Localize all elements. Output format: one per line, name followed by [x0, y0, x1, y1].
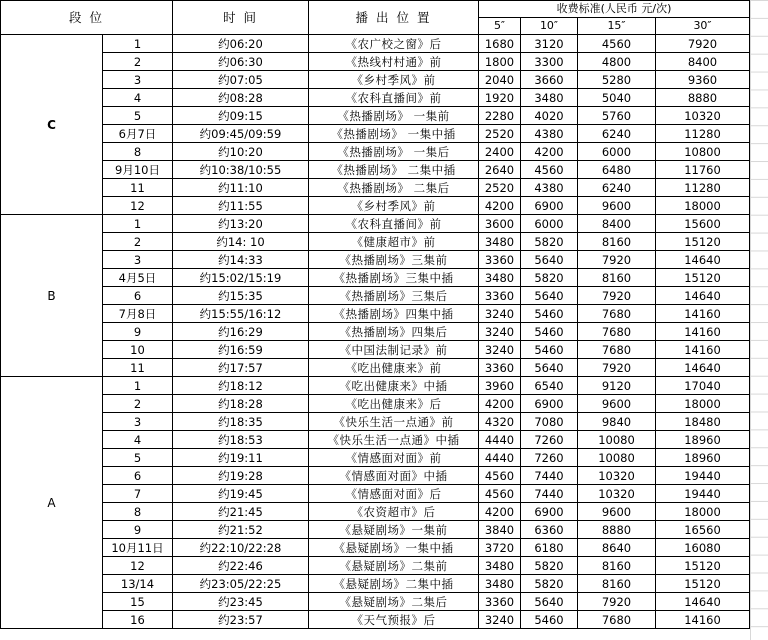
time-cell[interactable]: 约18:35	[173, 413, 309, 431]
fee-cell[interactable]: 19440	[656, 485, 750, 503]
time-cell[interactable]: 约10:38/10:55	[173, 161, 309, 179]
number-cell[interactable]: 5	[103, 107, 173, 125]
time-cell[interactable]: 约09:45/09:59	[173, 125, 309, 143]
fee-cell[interactable]: 1920	[479, 89, 521, 107]
table-row	[1, 305, 750, 323]
fee-cell[interactable]: 8400	[656, 53, 750, 71]
number-cell[interactable]: 5	[103, 449, 173, 467]
time-cell[interactable]: 约09:15	[173, 107, 309, 125]
segment-cell[interactable]: B	[1, 215, 103, 377]
table-row	[1, 197, 750, 215]
fee-cell[interactable]: 4200	[521, 143, 578, 161]
fee-cell[interactable]: 5640	[521, 593, 578, 611]
fee-cell[interactable]: 19440	[656, 467, 750, 485]
position-cell[interactable]: 《热播剧场》 一集中插	[309, 125, 479, 143]
fee-cell[interactable]: 14160	[656, 611, 750, 629]
fee-cell[interactable]: 1680	[479, 35, 521, 53]
fee-cell[interactable]: 7080	[521, 413, 578, 431]
fee-cell[interactable]: 8880	[656, 89, 750, 107]
fee-cell[interactable]: 3240	[479, 305, 521, 323]
fee-cell[interactable]: 4020	[521, 107, 578, 125]
position-cell[interactable]: 《热播剧场》 一集前	[309, 107, 479, 125]
number-cell[interactable]: 2	[103, 395, 173, 413]
fee-cell[interactable]: 3360	[479, 593, 521, 611]
table-row	[1, 503, 750, 521]
fee-cell[interactable]: 18960	[656, 431, 750, 449]
time-cell[interactable]: 约19:11	[173, 449, 309, 467]
fee-cell[interactable]: 3360	[479, 287, 521, 305]
header-duration-30[interactable]: 30″	[656, 18, 750, 35]
header-duration-15[interactable]: 15″	[578, 18, 656, 35]
fee-cell[interactable]: 4200	[479, 197, 521, 215]
fee-cell[interactable]: 10080	[578, 431, 656, 449]
fee-cell[interactable]: 6900	[521, 395, 578, 413]
table-row	[1, 233, 750, 251]
time-cell[interactable]: 约23:57	[173, 611, 309, 629]
table-row	[1, 521, 750, 539]
time-cell[interactable]: 约07:05	[173, 71, 309, 89]
time-cell[interactable]: 约18:28	[173, 395, 309, 413]
fee-cell[interactable]: 9120	[578, 377, 656, 395]
table-row	[1, 593, 750, 611]
number-cell[interactable]: 11	[103, 179, 173, 197]
table-row	[1, 485, 750, 503]
fee-cell[interactable]: 4320	[479, 413, 521, 431]
number-cell[interactable]: 4月5日	[103, 269, 173, 287]
fee-cell[interactable]: 14640	[656, 359, 750, 377]
time-cell[interactable]: 约17:57	[173, 359, 309, 377]
number-cell[interactable]: 8	[103, 143, 173, 161]
position-cell[interactable]: 《热播剧场》 二集中插	[309, 161, 479, 179]
time-cell[interactable]: 约22:46	[173, 557, 309, 575]
fee-cell[interactable]: 6000	[578, 143, 656, 161]
position-cell[interactable]: 《悬疑剧场》二集前	[309, 557, 479, 575]
position-cell[interactable]: 《农科直播间》前	[309, 215, 479, 233]
number-cell[interactable]: 1	[103, 35, 173, 53]
fee-cell[interactable]: 4200	[479, 503, 521, 521]
table-row	[1, 341, 750, 359]
fee-cell[interactable]: 2280	[479, 107, 521, 125]
fee-cell[interactable]: 5760	[578, 107, 656, 125]
time-cell[interactable]: 约15:35	[173, 287, 309, 305]
fee-cell[interactable]: 7440	[521, 485, 578, 503]
fee-cell[interactable]: 4380	[521, 179, 578, 197]
fee-cell[interactable]: 3240	[479, 323, 521, 341]
fee-cell[interactable]: 4560	[479, 467, 521, 485]
fee-cell[interactable]: 18480	[656, 413, 750, 431]
fee-cell[interactable]: 5280	[578, 71, 656, 89]
fee-cell[interactable]: 5460	[521, 341, 578, 359]
fee-cell[interactable]: 6240	[578, 125, 656, 143]
position-cell[interactable]: 《热播剧场》三集中插	[309, 269, 479, 287]
fee-cell[interactable]: 3840	[479, 521, 521, 539]
number-cell[interactable]: 3	[103, 251, 173, 269]
table-row	[1, 161, 750, 179]
fee-cell[interactable]: 17040	[656, 377, 750, 395]
number-cell[interactable]: 2	[103, 53, 173, 71]
fee-cell[interactable]: 14160	[656, 305, 750, 323]
number-cell[interactable]: 11	[103, 359, 173, 377]
fee-cell[interactable]: 18000	[656, 503, 750, 521]
fee-cell[interactable]: 18000	[656, 395, 750, 413]
number-cell[interactable]: 3	[103, 413, 173, 431]
table-row	[1, 449, 750, 467]
header-time[interactable]: 时 间	[173, 1, 309, 35]
position-cell[interactable]: 《快乐生活一点通》中插	[309, 431, 479, 449]
fee-cell[interactable]: 6360	[521, 521, 578, 539]
time-cell[interactable]: 约13:20	[173, 215, 309, 233]
position-cell[interactable]: 《健康超市》前	[309, 233, 479, 251]
fee-cell[interactable]: 8640	[578, 539, 656, 557]
fee-cell[interactable]: 7920	[578, 287, 656, 305]
fee-cell[interactable]: 6480	[578, 161, 656, 179]
fee-cell[interactable]: 9600	[578, 503, 656, 521]
fee-cell[interactable]: 8160	[578, 575, 656, 593]
number-cell[interactable]: 6	[103, 287, 173, 305]
time-cell[interactable]: 约19:28	[173, 467, 309, 485]
fee-cell[interactable]: 2040	[479, 71, 521, 89]
number-cell[interactable]: 2	[103, 233, 173, 251]
segment-cell[interactable]: C	[1, 35, 103, 215]
position-cell[interactable]: 《农广校之窗》后	[309, 35, 479, 53]
table-row	[1, 575, 750, 593]
time-cell[interactable]: 约08:28	[173, 89, 309, 107]
number-cell[interactable]: 1	[103, 215, 173, 233]
fee-cell[interactable]: 5820	[521, 557, 578, 575]
header-duration-5[interactable]: 5″	[479, 18, 521, 35]
time-cell[interactable]: 约16:59	[173, 341, 309, 359]
number-cell[interactable]: 10月11日	[103, 539, 173, 557]
fee-cell[interactable]: 5460	[521, 323, 578, 341]
table-row	[1, 431, 750, 449]
fee-cell[interactable]: 4560	[578, 35, 656, 53]
fee-cell[interactable]: 2400	[479, 143, 521, 161]
fee-cell[interactable]: 4560	[479, 485, 521, 503]
position-cell[interactable]: 《悬疑剧场》一集前	[309, 521, 479, 539]
time-cell[interactable]: 约23:45	[173, 593, 309, 611]
number-cell[interactable]: 15	[103, 593, 173, 611]
time-cell[interactable]: 约06:30	[173, 53, 309, 71]
position-cell[interactable]: 《热播剧场》 二集后	[309, 179, 479, 197]
position-cell[interactable]: 《热播剧场》三集前	[309, 251, 479, 269]
fee-cell[interactable]: 11280	[656, 125, 750, 143]
number-cell[interactable]: 3	[103, 71, 173, 89]
fee-cell[interactable]: 4380	[521, 125, 578, 143]
position-cell[interactable]: 《情感面对面》前	[309, 449, 479, 467]
table-row	[1, 179, 750, 197]
time-cell[interactable]: 约18:12	[173, 377, 309, 395]
fee-cell[interactable]: 6900	[521, 197, 578, 215]
position-cell[interactable]: 《吃出健康来》前	[309, 359, 479, 377]
table-row	[1, 557, 750, 575]
fee-cell[interactable]: 7680	[578, 341, 656, 359]
fee-cell[interactable]: 8160	[578, 269, 656, 287]
fee-cell[interactable]: 3480	[521, 89, 578, 107]
fee-cell[interactable]: 6180	[521, 539, 578, 557]
fee-cell[interactable]: 4440	[479, 431, 521, 449]
fee-cell[interactable]: 15120	[656, 575, 750, 593]
fee-cell[interactable]: 15600	[656, 215, 750, 233]
fee-cell[interactable]: 14640	[656, 251, 750, 269]
fee-cell[interactable]: 3240	[479, 611, 521, 629]
fee-cell[interactable]: 3480	[479, 233, 521, 251]
time-cell[interactable]: 约15:02/15:19	[173, 269, 309, 287]
position-cell[interactable]: 《热播剧场》四集中插	[309, 305, 479, 323]
fee-cell[interactable]: 7920	[578, 593, 656, 611]
position-cell[interactable]: 《热播剧场》 一集后	[309, 143, 479, 161]
table-row	[1, 35, 750, 53]
number-cell[interactable]: 7	[103, 485, 173, 503]
fee-cell[interactable]: 3360	[479, 359, 521, 377]
position-cell[interactable]: 《吃出健康来》后	[309, 395, 479, 413]
table-row	[1, 71, 750, 89]
fee-cell[interactable]: 15120	[656, 557, 750, 575]
position-cell[interactable]: 《乡村季风》前	[309, 71, 479, 89]
fee-cell[interactable]: 10320	[578, 467, 656, 485]
time-cell[interactable]: 约10:20	[173, 143, 309, 161]
fee-cell[interactable]: 18000	[656, 197, 750, 215]
fee-cell[interactable]: 9600	[578, 197, 656, 215]
fee-cell[interactable]: 15120	[656, 233, 750, 251]
empty-grid-column	[750, 0, 768, 640]
fee-cell[interactable]: 6540	[521, 377, 578, 395]
fee-cell[interactable]: 2640	[479, 161, 521, 179]
table-row	[1, 269, 750, 287]
fee-cell[interactable]: 5820	[521, 575, 578, 593]
table-row	[1, 359, 750, 377]
position-cell[interactable]: 《中国法制记录》前	[309, 341, 479, 359]
fee-cell[interactable]: 3660	[521, 71, 578, 89]
fee-cell[interactable]: 5040	[578, 89, 656, 107]
position-cell[interactable]: 《悬疑剧场》二集中插	[309, 575, 479, 593]
segment-cell[interactable]: A	[1, 377, 103, 629]
number-cell[interactable]: 6	[103, 467, 173, 485]
fee-cell[interactable]: 8160	[578, 233, 656, 251]
number-cell[interactable]: 16	[103, 611, 173, 629]
fee-cell[interactable]: 4800	[578, 53, 656, 71]
table-row	[1, 143, 750, 161]
table-row	[1, 611, 750, 629]
fee-cell[interactable]: 14160	[656, 341, 750, 359]
fee-cell[interactable]: 8160	[578, 557, 656, 575]
table-row	[1, 89, 750, 107]
time-cell[interactable]: 约21:52	[173, 521, 309, 539]
fee-cell[interactable]: 7920	[578, 359, 656, 377]
table-row	[1, 323, 750, 341]
fee-cell[interactable]: 16560	[656, 521, 750, 539]
table-row	[1, 107, 750, 125]
fee-cell[interactable]: 7680	[578, 305, 656, 323]
table-row	[1, 125, 750, 143]
fee-cell[interactable]: 10080	[578, 449, 656, 467]
fee-cell[interactable]: 18960	[656, 449, 750, 467]
position-cell[interactable]: 《吃出健康来》中插	[309, 377, 479, 395]
fee-cell[interactable]: 10320	[578, 485, 656, 503]
fee-cell[interactable]: 15120	[656, 269, 750, 287]
fee-cell[interactable]: 7440	[521, 467, 578, 485]
time-cell[interactable]: 约16:29	[173, 323, 309, 341]
fee-cell[interactable]: 5460	[521, 611, 578, 629]
number-cell[interactable]: 10	[103, 341, 173, 359]
fee-cell[interactable]: 6000	[521, 215, 578, 233]
fee-cell[interactable]: 3600	[479, 215, 521, 233]
position-cell[interactable]: 《情感面对面》后	[309, 485, 479, 503]
fee-cell[interactable]: 8400	[578, 215, 656, 233]
number-cell[interactable]: 7月8日	[103, 305, 173, 323]
table-row	[1, 539, 750, 557]
time-cell[interactable]: 约19:45	[173, 485, 309, 503]
fee-cell[interactable]: 5460	[521, 305, 578, 323]
position-cell[interactable]: 《热播剧场》四集后	[309, 323, 479, 341]
fee-cell[interactable]: 5640	[521, 359, 578, 377]
header-row	[1, 1, 750, 18]
table-row	[1, 251, 750, 269]
fee-cell[interactable]: 11760	[656, 161, 750, 179]
fee-cell[interactable]: 3300	[521, 53, 578, 71]
time-cell[interactable]: 约14:33	[173, 251, 309, 269]
fee-cell[interactable]: 6240	[578, 179, 656, 197]
fee-cell[interactable]: 2520	[479, 179, 521, 197]
fee-cell[interactable]: 14160	[656, 323, 750, 341]
time-cell[interactable]: 约11:10	[173, 179, 309, 197]
table-row	[1, 395, 750, 413]
number-cell[interactable]: 4	[103, 89, 173, 107]
position-cell[interactable]: 《悬疑剧场》二集后	[309, 593, 479, 611]
fee-cell[interactable]: 11280	[656, 179, 750, 197]
fee-cell[interactable]: 16080	[656, 539, 750, 557]
fee-cell[interactable]: 3120	[521, 35, 578, 53]
time-cell[interactable]: 约23:05/22:25	[173, 575, 309, 593]
time-cell[interactable]: 约22:10/22:28	[173, 539, 309, 557]
header-duration-10[interactable]: 10″	[521, 18, 578, 35]
fee-cell[interactable]: 9600	[578, 395, 656, 413]
number-cell[interactable]: 12	[103, 197, 173, 215]
fee-cell[interactable]: 4560	[521, 161, 578, 179]
fee-cell[interactable]: 6900	[521, 503, 578, 521]
fee-cell[interactable]: 5820	[521, 233, 578, 251]
number-cell[interactable]: 1	[103, 377, 173, 395]
position-cell[interactable]: 《农科直播间》前	[309, 89, 479, 107]
fee-cell[interactable]: 3360	[479, 251, 521, 269]
header-segment[interactable]: 段 位	[1, 1, 173, 35]
fee-cell[interactable]: 10800	[656, 143, 750, 161]
time-cell[interactable]: 约18:53	[173, 431, 309, 449]
fee-cell[interactable]: 14640	[656, 287, 750, 305]
table-row	[1, 467, 750, 485]
table-row	[1, 215, 750, 233]
position-cell[interactable]: 《悬疑剧场》一集中插	[309, 539, 479, 557]
fee-cell[interactable]: 7680	[578, 323, 656, 341]
position-cell[interactable]: 《天气预报》后	[309, 611, 479, 629]
table-row	[1, 287, 750, 305]
fee-cell[interactable]: 3960	[479, 377, 521, 395]
fee-cell[interactable]: 10320	[656, 107, 750, 125]
fee-cell[interactable]: 9840	[578, 413, 656, 431]
fee-cell[interactable]: 4440	[479, 449, 521, 467]
time-cell[interactable]: 约15:55/16:12	[173, 305, 309, 323]
number-cell[interactable]: 9	[103, 521, 173, 539]
position-cell[interactable]: 《农资超市》后	[309, 503, 479, 521]
time-cell[interactable]: 约21:45	[173, 503, 309, 521]
table-row	[1, 413, 750, 431]
position-cell[interactable]: 《乡村季风》前	[309, 197, 479, 215]
fee-cell[interactable]: 1800	[479, 53, 521, 71]
table-row	[1, 53, 750, 71]
time-cell[interactable]: 约14: 10	[173, 233, 309, 251]
fee-cell[interactable]: 4200	[479, 395, 521, 413]
number-cell[interactable]: 9月10日	[103, 161, 173, 179]
fee-cell[interactable]: 9360	[656, 71, 750, 89]
fee-cell[interactable]: 7920	[656, 35, 750, 53]
fee-cell[interactable]: 5640	[521, 251, 578, 269]
time-cell[interactable]: 约11:55	[173, 197, 309, 215]
header-fee[interactable]: 收费标准(人民币 元/次)	[479, 1, 750, 18]
fee-cell[interactable]: 3720	[479, 539, 521, 557]
fee-cell[interactable]: 7920	[578, 251, 656, 269]
fee-cell[interactable]: 5820	[521, 269, 578, 287]
number-cell[interactable]: 4	[103, 431, 173, 449]
fee-cell[interactable]: 5640	[521, 287, 578, 305]
fee-cell[interactable]: 8880	[578, 521, 656, 539]
position-cell[interactable]: 《热线村村通》前	[309, 53, 479, 71]
fee-cell[interactable]: 2520	[479, 125, 521, 143]
fee-cell[interactable]: 14640	[656, 593, 750, 611]
number-cell[interactable]: 12	[103, 557, 173, 575]
number-cell[interactable]: 8	[103, 503, 173, 521]
header-position[interactable]: 播 出 位 置	[309, 1, 479, 35]
fee-cell[interactable]: 3480	[479, 269, 521, 287]
time-cell[interactable]: 约06:20	[173, 35, 309, 53]
fee-cell[interactable]: 7260	[521, 449, 578, 467]
fee-cell[interactable]: 7260	[521, 431, 578, 449]
fee-cell[interactable]: 7680	[578, 611, 656, 629]
fee-cell[interactable]: 3480	[479, 575, 521, 593]
position-cell[interactable]: 《快乐生活一点通》前	[309, 413, 479, 431]
table-row	[1, 377, 750, 395]
number-cell[interactable]: 9	[103, 323, 173, 341]
fee-cell[interactable]: 3240	[479, 341, 521, 359]
number-cell[interactable]: 6月7日	[103, 125, 173, 143]
number-cell[interactable]: 13/14	[103, 575, 173, 593]
fee-cell[interactable]: 3480	[479, 557, 521, 575]
position-cell[interactable]: 《热播剧场》三集后	[309, 287, 479, 305]
position-cell[interactable]: 《情感面对面》中插	[309, 467, 479, 485]
